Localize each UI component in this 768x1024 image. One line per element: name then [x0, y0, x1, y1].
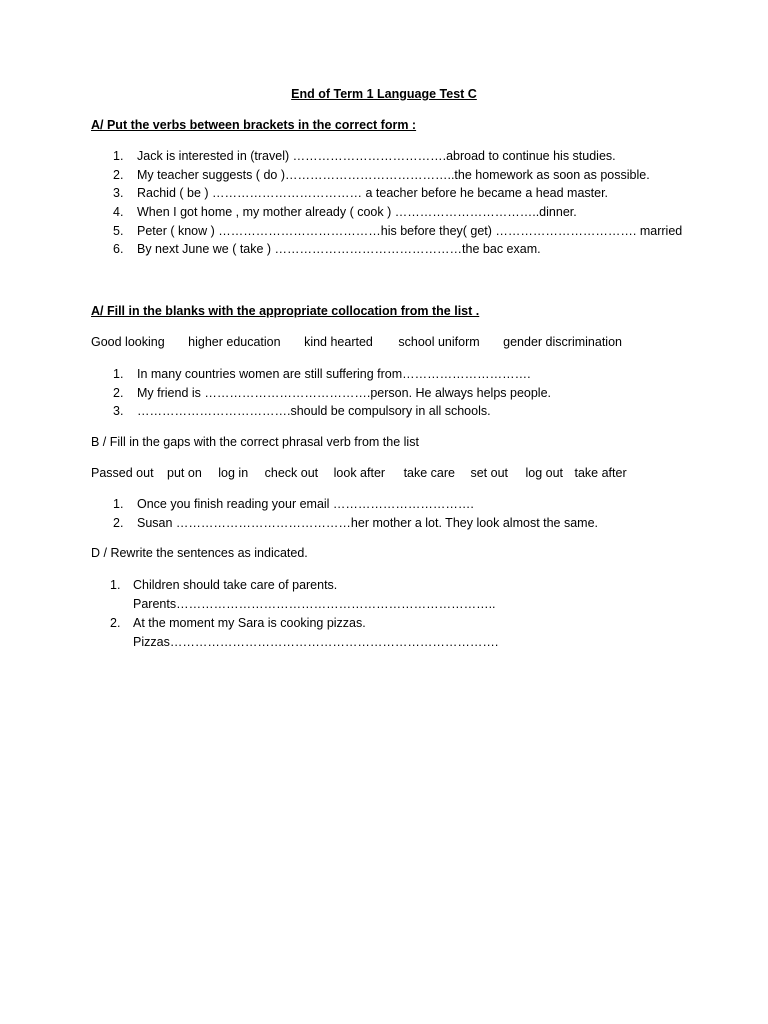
item-text: In many countries women are still suffering from………………………….: [137, 367, 531, 381]
list-item: [91, 384, 691, 403]
collocation-word-bank: [91, 335, 622, 349]
word-bank-item: put on: [167, 466, 202, 480]
item-text: Peter ( know ) …………………………………his before they( get) ……………………………. married: [137, 223, 683, 238]
section-a1-list: [91, 147, 691, 259]
section-b-heading: B / Fill in the gaps with the correct phrasal verb from the list: [91, 435, 419, 449]
section-b-list: [91, 495, 691, 532]
item-text: ……………………………….should be compulsory in all schools.: [137, 404, 491, 419]
item-text: At the moment my Sara is cooking pizzas.: [133, 616, 366, 630]
section-a1-heading: A/ Put the verbs between brackets in the correct form :: [91, 118, 417, 132]
item-number: 1.: [113, 367, 124, 381]
list-item: [91, 240, 691, 259]
list-item: [91, 166, 691, 185]
item-number: 1.: [113, 497, 124, 511]
word-bank-item: school uniform: [398, 335, 480, 349]
rewrite-item: [110, 614, 670, 651]
item-number: 2.: [113, 385, 124, 400]
word-bank-item: take after: [574, 466, 627, 480]
item-text: Jack is interested in (travel) ……………………………….abroad to continue his studies.: [137, 149, 616, 163]
list-item: [91, 514, 691, 533]
item-text: Once you finish reading your email …………………………….: [137, 497, 474, 511]
item-number: 3.: [113, 186, 124, 201]
section-a2-list: [91, 365, 691, 421]
item-number: 5.: [113, 223, 124, 238]
word-bank-item: check out: [264, 466, 319, 480]
answer-line: Pizzas…………………………………………………………………….: [133, 634, 499, 649]
word-bank-item: log in: [218, 466, 249, 480]
item-number: 2.: [113, 167, 124, 182]
item-number: 1.: [113, 149, 124, 163]
list-item: [91, 203, 691, 222]
item-text: My friend is ………………………………….person. He always helps people.: [137, 385, 552, 400]
word-bank-item: Good looking: [91, 335, 165, 349]
list-item: [91, 495, 691, 514]
rewrite-answer-line: [110, 595, 670, 614]
word-bank-item: take care: [403, 466, 455, 480]
item-text: Susan ……………………………………her mother a lot. They look almost the same.: [137, 515, 599, 530]
section-a2-heading: A/ Fill in the blanks with the appropriate collocation from the list .: [91, 304, 480, 318]
word-bank-item: log out: [525, 466, 564, 480]
item-number: 3.: [113, 404, 124, 419]
item-number: 4.: [113, 205, 124, 220]
item-number: 2.: [110, 616, 121, 630]
section-d-heading: D / Rewrite the sentences as indicated.: [91, 546, 308, 560]
item-text: Rachid ( be ) ……………………………… a teacher before he became a head master.: [137, 186, 609, 201]
rewrite-prompt: [110, 614, 670, 633]
item-number: 2.: [113, 515, 124, 530]
word-bank-item: higher education: [188, 335, 281, 349]
rewrite-answer-line: [110, 633, 670, 652]
word-bank-item: kind hearted: [304, 335, 373, 349]
item-number: 6.: [113, 242, 124, 257]
word-bank-item: gender discrimination: [503, 335, 622, 349]
item-number: 1.: [110, 578, 121, 592]
list-item: [91, 402, 691, 421]
page-title: End of Term 1 Language Test C: [291, 87, 477, 101]
rewrite-item: [110, 576, 670, 613]
list-item: [91, 222, 691, 241]
item-text: When I got home , my mother already ( cook ) ……………………………..dinner.: [137, 205, 577, 220]
item-text: By next June we ( take ) ………………………………………the bac exam.: [137, 242, 541, 257]
rewrite-prompt: [110, 576, 670, 595]
word-bank-item: look after: [333, 466, 386, 480]
item-text: My teacher suggests ( do )…………………………………..the homework as soon as possible.: [137, 167, 650, 182]
word-bank-item: Passed out: [91, 466, 154, 480]
phrasal-verb-word-bank: [91, 466, 627, 480]
word-bank-item: set out: [470, 466, 508, 480]
list-item: [91, 147, 691, 166]
list-item: [91, 184, 691, 203]
list-item: [91, 365, 691, 384]
item-text: Children should take care of parents.: [133, 578, 338, 592]
answer-line: Parents…………………………………………………………………..: [133, 596, 496, 611]
